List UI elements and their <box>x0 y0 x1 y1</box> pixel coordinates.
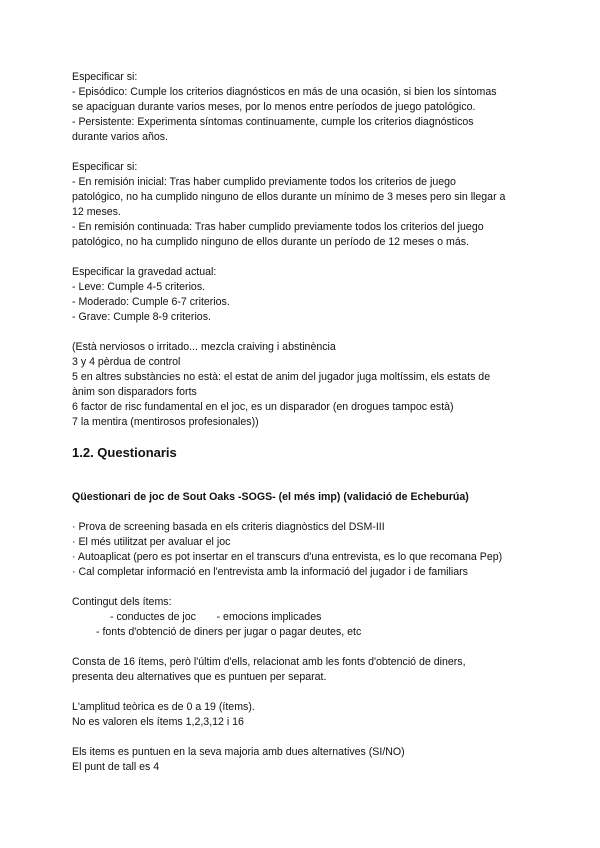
note-line: 3 y 4 pèrdua de control <box>72 356 181 368</box>
bullet-item: · El més utilitzat per avaluar el joc <box>72 536 231 548</box>
paragraph-line: Contingut dels ítems: <box>72 596 172 608</box>
paragraph-line: El punt de tall es 4 <box>72 761 160 773</box>
severity-severe: - Grave: Cumple 8-9 criterios. <box>72 311 211 323</box>
notes-block <box>72 340 542 430</box>
paragraph-line: - En remisión continuada: Tras haber cumplido previamente todos los criterios del juego <box>72 221 484 233</box>
severity-moderate: - Moderado: Cumple 6-7 criterios. <box>72 296 230 308</box>
section-heading: 1.2. Questionaris <box>72 445 177 460</box>
paragraph-line: - Episódico: Cumple los criterios diagnósticos en más de una ocasión, si bien los síntomas <box>72 86 497 98</box>
questionnaire-bullets <box>72 520 542 580</box>
bullet-item: · Autoaplicat (pero es pot insertar en el transcurs d'una entrevista, es lo que recomana Pep) <box>72 551 503 563</box>
questionnaire-title: Qüestionari de joc de Sout Oaks -SOGS- (el més imp) (validació de Echeburúa) <box>72 491 469 503</box>
specifier-remission-block <box>72 160 542 250</box>
note-line: (Està nerviosos o irritado... mezcla craiving i abstinència <box>72 341 336 353</box>
paragraph-line: Els items es puntuen en la seva majoria amb dues alternatives (SI/NO) <box>72 746 405 758</box>
bullet-item: · Prova de screening basada en els criteris diagnòstics del DSM-III <box>72 521 385 533</box>
document-page <box>72 70 542 775</box>
scoring-block <box>72 745 542 775</box>
paragraph-line: 12 meses. <box>72 206 121 218</box>
severity-mild: - Leve: Cumple 4-5 criterios. <box>72 281 206 293</box>
paragraph-line: presenta deu alternatives que es puntuen per separat. <box>72 671 327 683</box>
paragraph-line: se apaciguan durante varios meses, por lo menos entre períodos de juego patológico. <box>72 101 476 113</box>
paragraph-line: - Persistente: Experimenta síntomas continuamente, cumple los criterios diagnósticos <box>72 116 474 128</box>
paragraph-line: No es valoren els ítems 1,2,3,12 i 16 <box>72 716 244 728</box>
paragraph-line: patológico, no ha cumplido ninguno de ellos durante un mínimo de 3 meses pero sin llegar a <box>72 191 506 203</box>
bullet-item: · Cal completar informació en l'entrevista amb la informació del jugador i de familiars <box>72 566 468 578</box>
paragraph-line: Especificar si: <box>72 71 138 83</box>
severity-block <box>72 265 542 325</box>
note-line: ànim son disparadors forts <box>72 386 197 398</box>
paragraph-line: - En remisión inicial: Tras haber cumplido previamente todos los criterios de juego <box>72 176 456 188</box>
items-block <box>72 655 542 685</box>
paragraph-line: L'amplitud teòrica es de 0 a 19 (ítems). <box>72 701 255 713</box>
content-item: - conductes de joc - emocions implicades <box>110 611 322 623</box>
paragraph-line: patológico, no ha cumplido ninguno de ellos durante un período de 12 meses o más. <box>72 236 469 248</box>
range-block <box>72 700 542 730</box>
specifier-course-block <box>72 70 542 145</box>
content-item: - fonts d'obtenció de diners per jugar o pagar deutes, etc <box>96 626 362 638</box>
paragraph-line: Consta de 16 ítems, però l'últim d'ells, relacionat amb les fonts d'obtenció de diners, <box>72 656 466 668</box>
note-line: 5 en altres substàncies no està: el estat de anim del jugador juga moltíssim, els estats de <box>72 371 491 383</box>
note-line: 6 factor de risc fundamental en el joc, es un disparador (en drogues tampoc està) <box>72 401 454 413</box>
paragraph-line: durante varios años. <box>72 131 168 143</box>
paragraph-line: Especificar la gravedad actual: <box>72 266 217 278</box>
paragraph-line: Especificar si: <box>72 161 138 173</box>
content-block <box>72 595 542 640</box>
note-line: 7 la mentira (mentirosos profesionales)) <box>72 416 259 428</box>
